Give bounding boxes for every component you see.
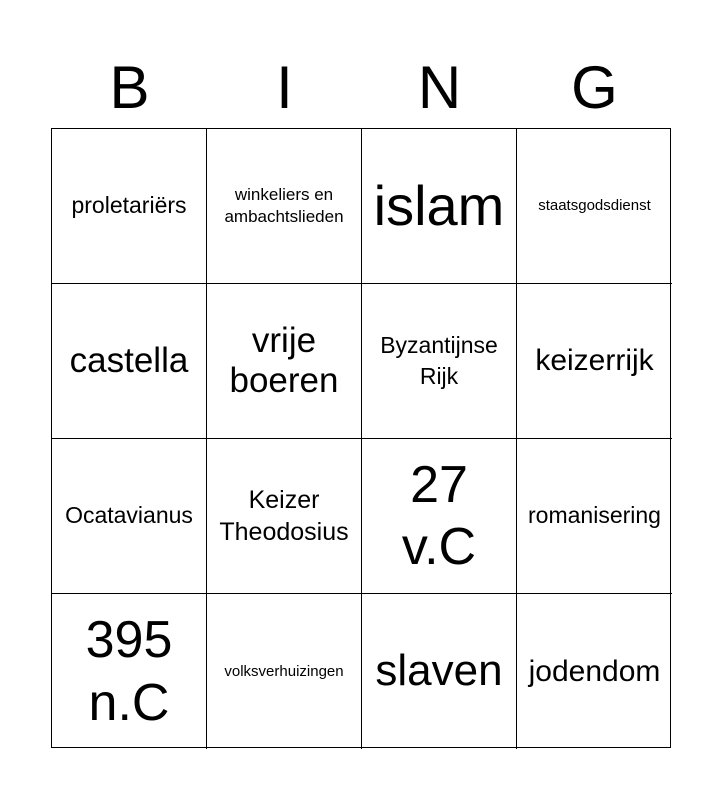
cell-text: slaven bbox=[375, 646, 503, 696]
bingo-cell[interactable] bbox=[362, 129, 517, 284]
bingo-cell[interactable] bbox=[517, 594, 672, 749]
cell-text: 395 n.C bbox=[85, 611, 173, 732]
cell-text: jodendom bbox=[528, 654, 661, 688]
bingo-cell[interactable] bbox=[517, 284, 672, 439]
bingo-header bbox=[52, 52, 672, 124]
bingo-card bbox=[51, 128, 671, 748]
cell-text: castella bbox=[69, 340, 189, 380]
header-letter-n: N bbox=[417, 54, 462, 121]
header-letter-g: G bbox=[571, 54, 618, 121]
bingo-cell[interactable] bbox=[207, 284, 362, 439]
cell-text: romanisering bbox=[528, 502, 661, 529]
bingo-cell[interactable] bbox=[52, 439, 207, 594]
cell-text: keizerrijk bbox=[535, 344, 654, 377]
cell-text: 27 v.C bbox=[401, 455, 477, 576]
cell-text: volksverhuizingen bbox=[224, 662, 344, 680]
cell-text: vrije boeren bbox=[229, 320, 339, 400]
cell-text: Byzantijnse Rijk bbox=[380, 331, 498, 389]
cell-text: Keizer Theodosius bbox=[219, 485, 349, 546]
bingo-cell[interactable] bbox=[52, 129, 207, 284]
header-letter-i: I bbox=[276, 54, 293, 121]
header-letter-b: B bbox=[109, 54, 150, 121]
bingo-cell[interactable] bbox=[517, 439, 672, 594]
bingo-cell[interactable] bbox=[362, 594, 517, 749]
bingo-cell[interactable] bbox=[362, 284, 517, 439]
cell-text: islam bbox=[373, 174, 505, 238]
bingo-cell[interactable] bbox=[207, 594, 362, 749]
bingo-cell[interactable] bbox=[517, 129, 672, 284]
bingo-cell[interactable] bbox=[362, 439, 517, 594]
bingo-cell[interactable] bbox=[207, 439, 362, 594]
cell-text: staatsgodsdienst bbox=[538, 197, 651, 214]
cell-text: proletariërs bbox=[71, 192, 187, 219]
bingo-cell[interactable] bbox=[52, 284, 207, 439]
cell-text: winkeliers en ambachtslieden bbox=[224, 184, 344, 226]
bingo-cell[interactable] bbox=[207, 129, 362, 284]
cell-text: Ocatavianus bbox=[65, 502, 193, 529]
bingo-cell[interactable] bbox=[52, 594, 207, 749]
